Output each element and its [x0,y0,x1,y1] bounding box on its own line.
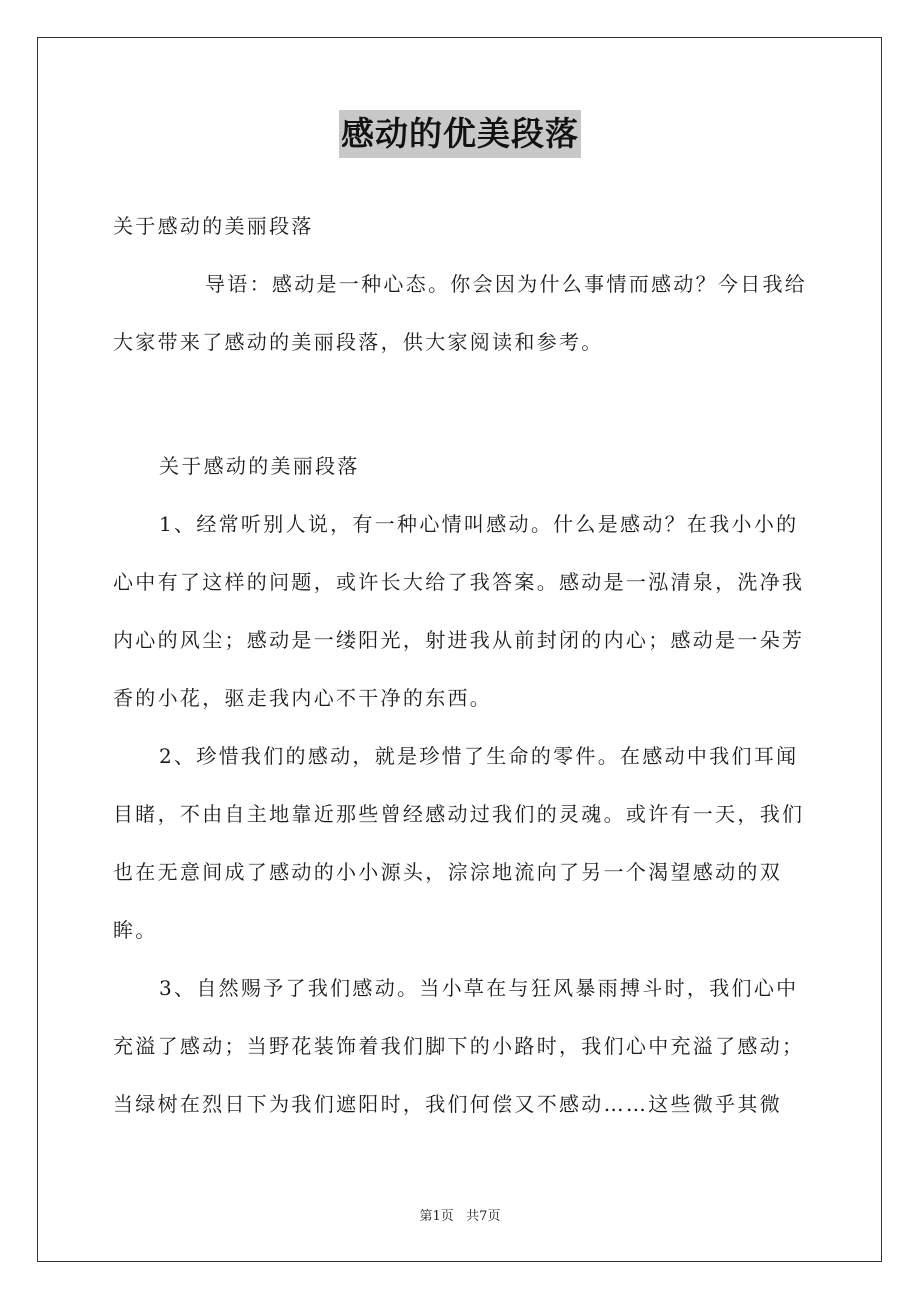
paragraph-1: 1、经常听别人说，有一种心情叫感动。什么是感动？在我小小的心中有了这样的问题，或许长大给了我答案。感动是一泓清泉，洗净我内心的风尘；感动是一缕阳光，射进我从前封闭的内心；感动是一朵芳香的小花，驱走我内心不干净的东西。 [113,512,805,710]
spacer [113,371,813,437]
document-title: 感动的优美段落 [339,110,581,158]
intro-paragraph: 导语：感动是一种心态。你会因为什么事情而感动？今日我给大家带来了感动的美丽段落，供大家阅读和参考。 [113,272,808,354]
title-container [0,110,920,158]
paragraph-3: 3、自然赐予了我们感动。当小草在与狂风暴雨搏斗时，我们心中充溢了感动；当野花装饰着我们脚下的小路时，我们心中充溢了感动；当绿树在烈日下为我们遮阳时，我们何偿又不感动……这些微乎其微 [113,976,805,1116]
subtitle: 关于感动的美丽段落 [113,214,314,238]
section-heading: 关于感动的美丽段落 [159,454,360,478]
paragraph-2: 2、珍惜我们的感动，就是珍惜了生命的零件。在感动中我们耳闻目睹，不由自主地靠近那些曾经感动过我们的灵魂。或许有一天，我们也在无意间成了感动的小小源头，淙淙地流向了另一个渴望感动的双眸。 [113,744,805,942]
page-footer [0,1205,920,1224]
document-body [113,197,813,1133]
page-indicator: 第1页 共7页 [419,1209,501,1224]
